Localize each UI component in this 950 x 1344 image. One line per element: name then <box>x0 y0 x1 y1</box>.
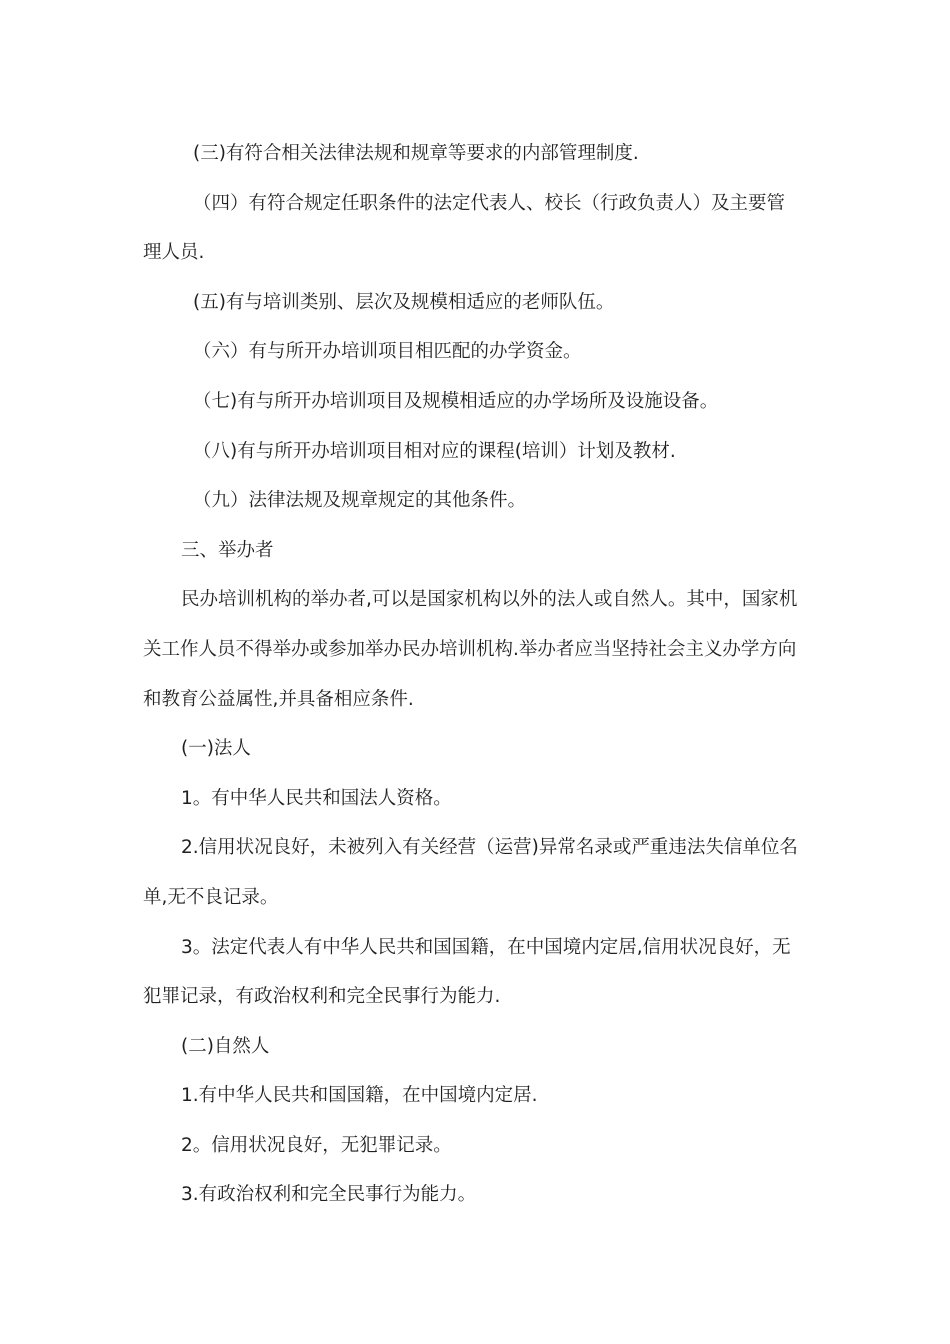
paragraph-condition-4: （四）有符合规定任职条件的法定代表人、校长（行政负责人）及主要管理人员. <box>143 192 786 264</box>
list-item-natural-person-1: 1.有中华人民共和国国籍，在中国境内定居. <box>181 1085 538 1107</box>
paragraph-condition-8: （八)有与所开办培训项目相对应的课程(培训）计划及教材. <box>193 440 676 462</box>
section-heading-organizer: 三、举办者 <box>181 539 274 561</box>
list-item-natural-person-2: 2。信用状况良好，无犯罪记录。 <box>181 1134 452 1156</box>
list-item-natural-person-3: 3.有政治权利和完全民事行为能力。 <box>181 1184 477 1206</box>
document-body <box>143 129 803 1220</box>
list-item-legal-person-3: 3。法定代表人有中华人民共和国国籍，在中国境内定居,信用状况良好，无犯罪记录，有政治权利和完全民事行为能力. <box>143 936 791 1008</box>
paragraph-condition-5: (五)有与培训类别、层次及规模相适应的老师队伍。 <box>193 291 615 313</box>
paragraph-condition-6: （六）有与所开办培训项目相匹配的办学资金。 <box>193 341 582 363</box>
subheading-natural-person: (二)自然人 <box>181 1035 270 1057</box>
paragraph-condition-9: （九）法律法规及规章规定的其他条件。 <box>193 490 527 512</box>
paragraph-condition-7: （七)有与所开办培训项目及规模相适应的办学场所及设施设备。 <box>193 390 719 412</box>
list-item-legal-person-2: 2.信用状况良好，未被列入有关经营（运营)异常名录或严重违法失信单位名单,无不良记录。 <box>143 837 798 908</box>
paragraph-condition-3: (三)有符合相关法律法规和规章等要求的内部管理制度. <box>193 143 639 164</box>
subheading-legal-person: (一)法人 <box>181 738 251 760</box>
paragraph-organizer-intro: 民办培训机构的举办者,可以是国家机构以外的法人或自然人。其中，国家机关工作人员不得举办或参加举办民办培训机构.举办者应当坚持社会主义办学方向和教育公益属性,并具备相应条件. <box>143 589 798 710</box>
list-item-legal-person-1: 1。有中华人民共和国法人资格。 <box>181 787 452 809</box>
